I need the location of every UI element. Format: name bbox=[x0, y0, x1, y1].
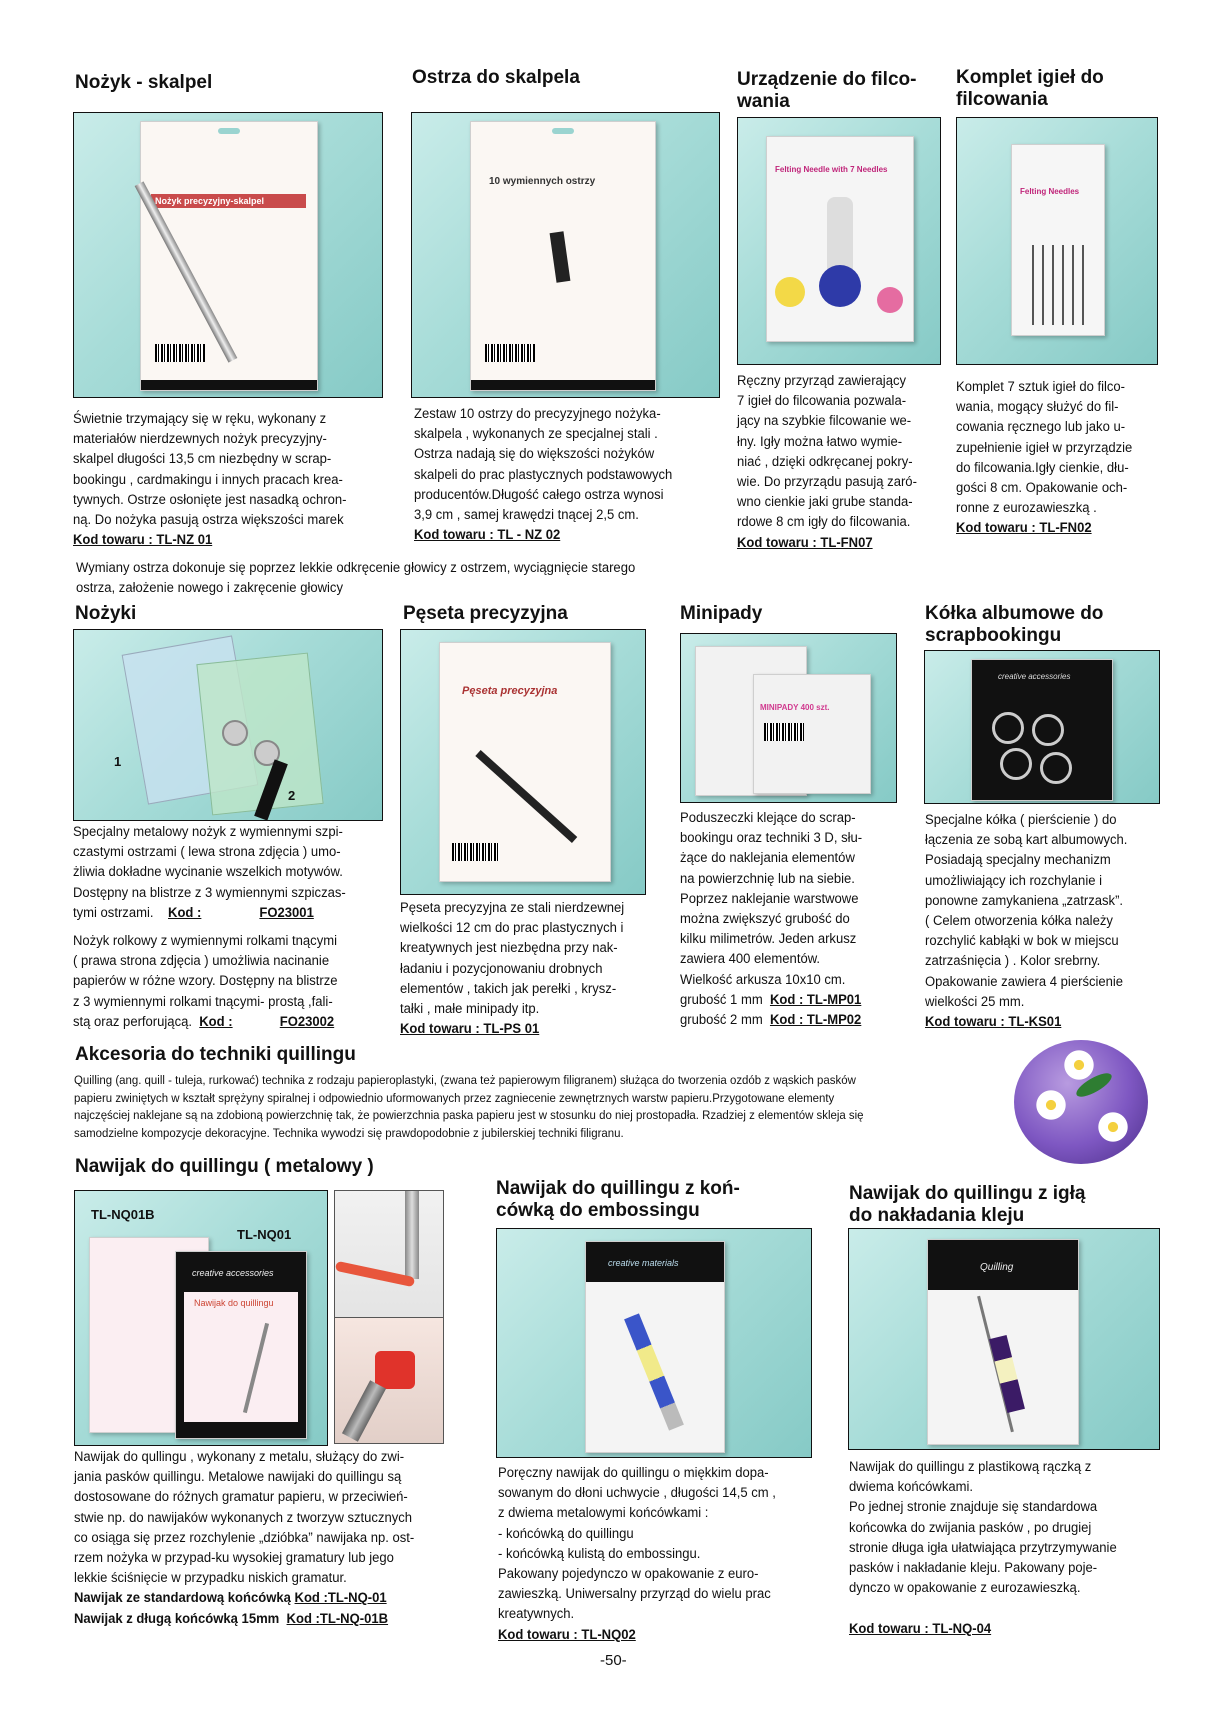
product-code-nq02: Kod towaru : TL-NQ02 bbox=[498, 1626, 636, 1643]
product-desc-urzadzenie: Ręczny przyrząd zawierający 7 igieł do filcowania pozwala- jący na szybkie filcowanie we- łny. Igły można łatwo wymie- niać , dzięki odkręcanej pokry- wie. Do przyrządu pasują zaró- wno cienkie jaki grube standa- rdowe 8 cm igły do filcowania. Kod towaru : TL-FN07 bbox=[737, 371, 917, 553]
product-image-nozyki bbox=[73, 629, 383, 821]
product-code-komplet: Kod towaru : TL-FN02 bbox=[956, 520, 1092, 537]
product-code-nq04: Kod towaru : TL-NQ-04 bbox=[849, 1620, 992, 1637]
pack-label: MINIPADY 400 szt. bbox=[760, 703, 830, 712]
product-code-nq01b: Kod :TL-NQ-01B bbox=[286, 1610, 389, 1627]
page-number: -50- bbox=[600, 1652, 627, 1669]
section-title-nawijak-metal: Nawijak do quillingu ( metalowy ) bbox=[75, 1156, 374, 1177]
section-title-nozyki: Nożyki bbox=[75, 603, 137, 624]
product-image-skalpel bbox=[73, 112, 383, 398]
section-title-minipady: Minipady bbox=[680, 603, 763, 624]
section-title-nawijak-emboss: Nawijak do quillingu z koń- cówką do embossingu bbox=[496, 1178, 740, 1221]
pack-label: Felting Needle with 7 Needles bbox=[775, 165, 888, 174]
pack-sublabel: Nawijak do quillingu bbox=[194, 1298, 274, 1308]
pack-label: creative accessories bbox=[192, 1268, 274, 1278]
product-title-urzadzenie: Urządzenie do filco- wania bbox=[737, 69, 917, 112]
product-image-nawijak-igla bbox=[848, 1228, 1160, 1450]
pack-label: Pęseta precyzyjna bbox=[462, 685, 558, 697]
product-code-nozyki-1: FO23001 bbox=[259, 904, 314, 921]
product-image-nawijak-emboss bbox=[496, 1228, 812, 1458]
pack-label: creative materials bbox=[608, 1258, 679, 1268]
product-desc-skalpel: Świetnie trzymający się w ręku, wykonany z materiałów nierdzewnych nożyk precyzyjny- skalpel długości 13,5 cm niezbędny w scrap- bookingu , cardmakingu i innych pracach krea- tywnych. Ostrze osłonięte jest nasadką ochron- ną. Do nożyka pasują ostrza większości marek Kod towaru : TL-NZ 01 bbox=[73, 409, 347, 550]
product-title-ostrza: Ostrza do skalpela bbox=[412, 67, 580, 88]
product-desc-nozyki-1: Specjalny metalowy nożyk z wymiennymi szpi- czastymi ostrzami ( lewa strona zdjęcia ) umo- żliwia dokładne wycinanie wszelkich motywów. Dostępny na blistrze z 3 wymiennymi szpiczas- tymi ostrzami. Kod : FO23001 bbox=[73, 824, 346, 921]
product-desc-minipady: Poduszeczki klejące do scrap- bookingu oraz techniki 3 D, słu- żące do naklejania elementów na powierzchnię lub na siebie. Poprzez naklejanie warstwowe można zwiększyć grubość do kilku milimetrów. Jeden arkusz zawiera 400 elementów. Wielkość arkusza 10x10 cm. grubość 1 mm Kod : TL-MP01 grubość 2 mm Kod : TL-MP02 bbox=[680, 810, 863, 1029]
product-image-kolka bbox=[924, 650, 1160, 804]
quilling-intro: Quilling (ang. quill - tuleja, rurkować) technika z rodzaju papieroplastyki, (zwana też papierowym filigranem) służąca do tworzenia ozdób z wąskich pasków papieru zwiniętych w kształt sprężyny spiralnej i odpowiednio uformowanych przez zagniecenie zewnętrznych warstw papieru.Przygotowane elementy najczęściej naklejane są na zdobioną powierzchnię tak, że powierzchnia paska papieru jest w stosunku do niej prostopadła. Rzadziej z elementów skleja się samodzielne kompozycje dekoracyjne. Technika wywodzi się prawdopodobnie z jubilerskiej techniki filigranu. bbox=[74, 1073, 864, 1140]
product-title-komplet: Komplet igieł do filcowania bbox=[956, 67, 1104, 110]
product-image-ostrza bbox=[411, 112, 720, 398]
quilled-ball-image bbox=[1014, 1040, 1154, 1170]
product-code-ostrza: Kod towaru : TL - NZ 02 bbox=[414, 527, 561, 544]
product-desc-nawijak-emboss: Poręczny nawijak do quillingu o miękkim dopa- sowanym do dłoni uchwycie , długości 14,5 cm , z dwiema metalowymi końcówkami : - końcówką do quillingu - końcówką kulistą do embossingu. Pakowany pojedynczo w opakowanie z euro- zawieszką. Uniwersalny przyrząd do wielu prac kreatywnych. Kod towaru : TL-NQ02 bbox=[498, 1463, 776, 1645]
product-desc-ostrza: Zestaw 10 ostrzy do precyzyjnego nożyka- skalpela , wykonanych ze specjalnej stali . Ostrza nadają się do większości nożyków skalpeli do prac plastycznych podstawowych producentów.Długość całego ostrza wynosi 3,9 cm , samej krawędzi tnącej 2,5 cm. Kod towaru : TL - NZ 02 bbox=[414, 404, 672, 545]
pack-label: Felting Needles bbox=[1020, 187, 1080, 196]
product-image-komplet bbox=[956, 117, 1158, 365]
product-code-nozyki-2: FO23002 bbox=[279, 1013, 335, 1030]
marker-2: 2 bbox=[288, 788, 296, 803]
pack-label: Quilling bbox=[980, 1262, 1014, 1273]
product-desc-komplet: Komplet 7 sztuk igieł do filco- wania, mogący służyć do fil- cowania ręcznego lub jako u- zupełnienie igieł w przyrządzie do filcowania.Igły cienkie, dłu- gości 8 cm. Opakowanie och- ronne z eurozawieszką . Kod towaru : TL-FN02 bbox=[956, 377, 1132, 539]
pack-label: Nożyk precyzyjny-skalpel bbox=[155, 196, 265, 206]
product-image-peseta bbox=[400, 629, 646, 895]
product-desc-nozyki-2: Nożyk rolkowy z wymiennymi rolkami tnącymi ( prawa strona zdjęcia ) umożliwia nacinanie papierów w różne wzory. Dostępny na blistrze z 3 wymiennymi rolkami tnącymi- prostą ,fali- stą oraz perforującą. Kod : FO23002 bbox=[73, 933, 338, 1030]
product-code-kolka: Kod towaru : TL-KS01 bbox=[925, 1014, 1062, 1031]
product-image-minipady bbox=[680, 633, 897, 803]
product-title-skalpel: Nożyk - skalpel bbox=[75, 72, 213, 93]
product-code-urzadzenie: Kod towaru : TL-FN07 bbox=[737, 534, 873, 551]
product-desc-nawijak-igla: Nawijak do quillingu z plastikową rączką z dwiema końcówkami. Po jednej stronie znajduje się standardowa końcowka do zwijania pasków , po drugiej stronie długa igła ułatwiająca przytrzymywanie pasków i nakładanie kleju. Pakowany poje- dynczo w opakowanie z eurozawieszką. Kod towaru : TL-NQ-04 bbox=[849, 1457, 1117, 1639]
section-title-nawijak-igla: Nawijak do quillingu z igłą do nakładania kleju bbox=[849, 1183, 1086, 1226]
product-code-minipady-1: Kod : TL-MP01 bbox=[769, 991, 862, 1008]
section-title-quilling: Akcesoria do techniki quillingu bbox=[75, 1044, 356, 1065]
section-title-kolka: Kółka albumowe do scrapbookingu bbox=[925, 603, 1104, 646]
product-desc-nawijak-metal: Nawijak do qullingu , wykonany z metalu, służący do zwi- jania pasków quillingu. Metalowe nawijaki do quillingu są dostosowane do różnych gramatur papieru, w przeciwień- stwie np. do nawijaków wykonanych z tworzyw sztucznych co osiąga się przez rozchylenie „dzióbka” nawijaka np. ost- rzem nożyka w przypad-ku wysokiej gramatury lub jego lekkie ściśnięcie w przypadku niskich gramatur. Nawijak ze standardową końcówką Kod :TL-NQ-01 Nawijak z długą końcówką 15mm Kod :TL-NQ-01B bbox=[74, 1449, 415, 1627]
label-tl-nq01b: TL-NQ01B bbox=[91, 1207, 155, 1222]
pack-label: 10 wymiennych ostrzy bbox=[489, 176, 596, 187]
blade-note: Wymiany ostrza dokonuje się poprzez lekkie odkręcenie głowicy z ostrzem, wyciągnięcie starego ostrza, założenie nowego i zakręcenie głowicy bbox=[76, 560, 636, 597]
label-tl-nq01: TL-NQ01 bbox=[237, 1227, 292, 1242]
product-desc-kolka: Specjalne kółka ( pierścienie ) do łączenia ze sobą kart albumowych. Posiadają specjalny mechanizm umożliwiający ich rozchylanie i ponowne zamykaniena „zatrzask”. ( Celem otworzenia kółka należy rozchylić kabłąki w bok w miejscu zatrzaśnięcia ) . Kolor srebrny. Opakowanie zawiera 4 pierścienie wielkości 25 mm. Kod towaru : TL-KS01 bbox=[925, 810, 1127, 1032]
product-desc-peseta: Pęseta precyzyjna ze stali nierdzewnej wielkości 12 cm do prac plastycznych i kreatywnych jest niezbędna przy nak- ładaniu i pozycjonowaniu drobnych elementów , takich jak perełki , krysz- tałki , małe minipady itp. Kod towaru : TL-PS 01 bbox=[400, 898, 624, 1039]
product-image-urzadzenie bbox=[737, 117, 941, 365]
marker-1: 1 bbox=[114, 754, 122, 769]
product-code-skalpel: Kod towaru : TL-NZ 01 bbox=[73, 532, 213, 549]
pack-label: creative accessories bbox=[998, 672, 1071, 681]
section-title-peseta: Pęseta precyzyjna bbox=[403, 603, 568, 624]
product-detail-image bbox=[334, 1190, 444, 1444]
product-code-peseta: Kod towaru : TL-PS 01 bbox=[400, 1021, 540, 1038]
product-code-nq01: Kod :TL-NQ-01 bbox=[294, 1590, 387, 1607]
product-code-minipady-2: Kod : TL-MP02 bbox=[769, 1012, 862, 1029]
product-image-nawijak-metal bbox=[74, 1190, 328, 1446]
